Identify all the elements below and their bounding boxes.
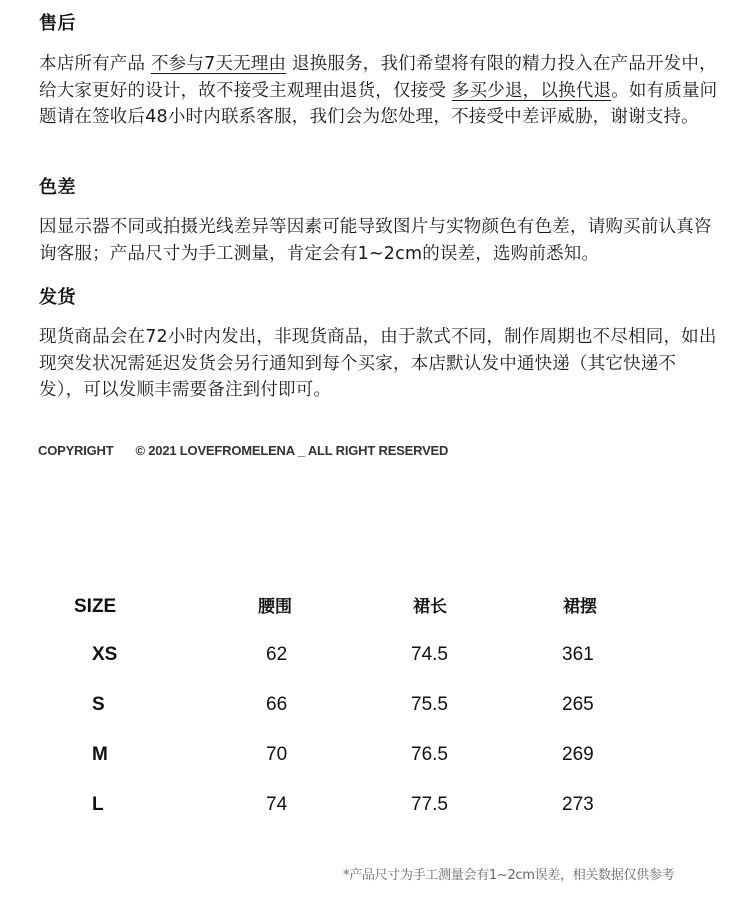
- size-cell: S: [92, 694, 105, 715]
- hem-cell: 273: [562, 794, 594, 815]
- size-table-header: [0, 590, 750, 624]
- waist-cell: 62: [266, 644, 288, 665]
- header-hem: 裙摆: [563, 597, 597, 616]
- table-row: [0, 738, 750, 772]
- length-cell: 74.5: [411, 644, 448, 665]
- length-cell: 76.5: [411, 744, 448, 765]
- after-sales-text-3: 。如有质量问题请在签收后48小时内联系客服，我们会为您处理，不接受中差评威胁，谢谢支持。: [39, 80, 718, 127]
- copyright-text: © 2021 LOVEFROMELENA _ ALL RIGHT RESERVED: [135, 443, 449, 458]
- waist-cell: 66: [266, 694, 288, 715]
- color-diff-title: 色差: [39, 177, 76, 198]
- size-cell: M: [92, 744, 108, 765]
- size-cell: XS: [92, 644, 118, 665]
- color-diff-section: [39, 176, 719, 267]
- table-row: [0, 688, 750, 722]
- header-length: 裙长: [413, 597, 447, 616]
- waist-cell: 70: [266, 744, 288, 765]
- shipping-section: [39, 286, 719, 404]
- after-sales-text-2: 退换服务，我们希望将有限的精力投入在产品开发中，给大家更好的设计，故不接受主观理由退货，仅接受: [39, 54, 717, 101]
- table-row: [0, 638, 750, 672]
- exchange-policy-underlined: 多买少退，以换代退: [451, 80, 612, 101]
- header-waist: 腰围: [258, 597, 292, 616]
- after-sales-title: 售后: [39, 13, 76, 34]
- shipping-body: 现货商品会在72小时内发出，非现货商品，由于款式不同，制作周期也不尽相同，如出现突发状况需延迟发货会另行通知到每个买家，本店默认发中通快递（其它快递不发），可以发顺丰需要备注到付即可。: [39, 327, 717, 400]
- after-sales-body: [39, 51, 719, 131]
- waist-cell: 74: [266, 794, 288, 815]
- length-cell: 75.5: [411, 694, 448, 715]
- no-7day-return-underlined: 不参与7天无理由: [150, 54, 287, 74]
- size-cell: L: [92, 794, 104, 815]
- shipping-title: 发货: [39, 287, 76, 308]
- after-sales-section: [39, 12, 719, 131]
- header-size: SIZE: [74, 596, 117, 617]
- hem-cell: 265: [562, 694, 594, 715]
- hem-cell: 269: [562, 744, 594, 765]
- length-cell: 77.5: [411, 794, 448, 815]
- after-sales-text-1: 本店所有产品: [39, 54, 151, 74]
- color-diff-body: 因显示器不同或拍摄光线差异等因素可能导致图片与实物颜色有色差，请购买前认真咨询客服；产品尺寸为手工测量，肯定会有1~2cm的误差，选购前悉知。: [39, 217, 712, 264]
- copyright-line: [38, 443, 448, 458]
- hem-cell: 361: [562, 644, 594, 665]
- table-row: [0, 788, 750, 822]
- copyright-label: COPYRIGHT: [38, 443, 114, 458]
- measurement-note: *产品尺寸为手工测量会有1~2cm误差，相关数据仅供参考: [343, 868, 675, 883]
